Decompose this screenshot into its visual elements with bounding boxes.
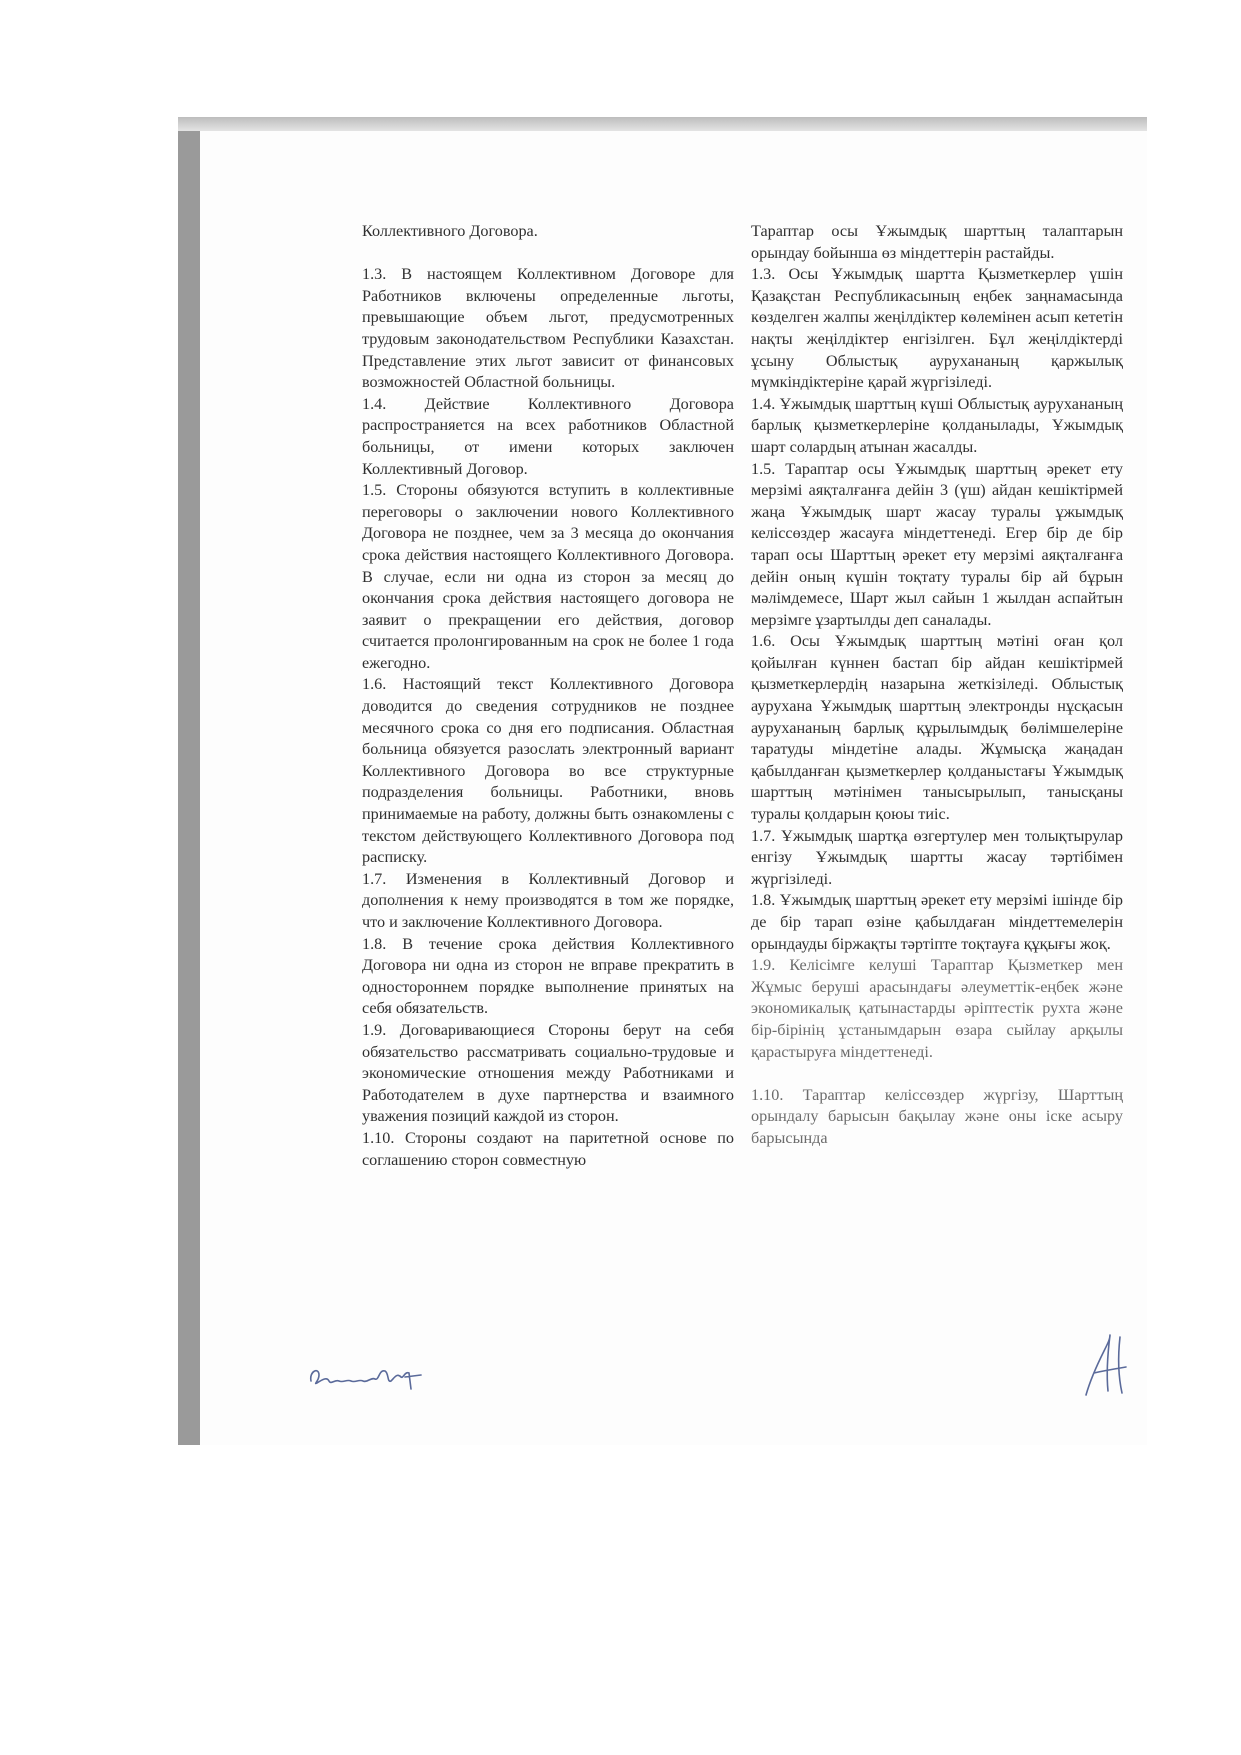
ru-clause-1-6: 1.6. Настоящий текст Коллективного Договора доводится до сведения сотрудников не позднее месячного срока со дня его подписания. Областная больница обязуется разослать электронный вариант Коллективного Договора во все структурные подразделения больницы. Работники, вновь принимаемые на работу, должны быть ознакомлены с текстом действующего Коллективного Договора под расписку.	[362, 675, 734, 867]
handwritten-signature-left	[305, 1359, 435, 1399]
paper-sheet	[200, 131, 1147, 1445]
kz-clause-1-4: 1.4. Ұжымдық шарттың күші Облыстық аурухананың барлық қызметкерлеріне қолданылады, Ұжымдық шарт солардың атынан жасалды.	[751, 394, 1123, 456]
kz-clause-1-8: 1.8. Ұжымдық шарттың әрекет ету мерзімі ішінде бір де бір тарап өзіне қабылдаған міндеттемелерін орындауды біржақты тәртіпте тоқтауға құқығы жоқ.	[751, 891, 1123, 953]
kazakh-column	[751, 221, 1123, 1150]
kz-clause-1-3: 1.3. Осы Ұжымдық шартта Қызметкерлер үшін Қазақстан Республикасының еңбек заңнамасында көзделген жалпы жеңілдіктер көлемінен асып кететін нақты жеңілдіктер енгізілген. Бұл жеңілдіктерді ұсыну Облыстық аурухананың қаржылық мүмкіндіктеріне қарай жүргізіледі.	[751, 265, 1123, 392]
ru-clause-1-7: 1.7. Изменения в Коллективный Договор и дополнения к нему производятся в том же порядке, что и заключение Коллективного Договора.	[362, 869, 734, 931]
ru-clause-1-8: 1.8. В течение срока действия Коллективного Договора ни одна из сторон не вправе прекратить в одностороннем порядке выполнение принятых на себя обязательств.	[362, 934, 734, 1018]
ru-clause-1-9: 1.9. Договаривающиеся Стороны берут на себя обязательство рассматривать социально-трудовые и экономические отношения между Работниками и Работодателем в духе партнерства и взаимного уважения позиций каждой из сторон.	[362, 1020, 734, 1126]
kz-clause-1-9: 1.9. Келісімге келуші Тараптар Қызметкер мен Жұмыс беруші арасындағы әлеуметтік-еңбек және экономикалық қатынастарды әріптестік рухта және бір-бірінің ұстанымдарын өзара сыйлау арқылы қарастыруға міндеттенеді.	[751, 956, 1123, 1061]
kz-clause-1-6: 1.6. Осы Ұжымдық шарттың мәтіні оған қол қойылған күннен бастап бір айдан кешіктірмей қызметкерлердің назарына жеткізіледі. Облыстық аурухана Ұжымдық шарттың электронды нұсқасын аурухананың барлық құрылымдық бөлімшелеріне таратуды міндетіне алады. Жұмысқа жаңадан қабылданған қызметкерлер қолданыстағы Ұжымдық шарттың мәтінімен танысырылып, танысқаны туралы қолдарын қоюы тиіс.	[751, 632, 1123, 824]
kz-clause-1-5: 1.5. Тараптар осы Ұжымдық шарттың әрекет ету мерзімі аяқталғанға дейін 3 (үш) айдан кешіктірмей жаңа Ұжымдық шарт жасау туралы ұжымдық келіссөздер жасауға міндеттенеді. Егер бір де бір тарап осы Шарттың әрекет ету мерзімі аяқталғанға дейін оның күшін тоқтату туралы бір ай бұрын мәлімдемесе, Шарт жыл сайын 1 жылдан аспайтын мерзімге ұзартылды деп саналады.	[751, 459, 1123, 629]
ru-clause-1-5: 1.5. Стороны обязуются вступить в коллективные переговоры о заключении нового Коллективного Договора не позднее, чем за 3 месяца до окончания срока действия настоящего Коллективного Договора. В случае, если ни одна из сторон за месяц до окончания срока действия настоящего договора не заявит о прекращении его действия, договор считается пролонгированным на срок не более 1 года ежегодно.	[362, 481, 734, 672]
handwritten-signature-right	[1080, 1331, 1140, 1401]
kz-intro: Тараптар осы Ұжымдық шарттың талаптарын орындау бойынша өз міндеттерін растайды.	[751, 222, 1123, 262]
left-heading: Коллективного Договора.	[362, 222, 538, 240]
kz-clause-1-10: 1.10. Тараптар келіссөздер жүргізу, Шарттың орындалу барысын бақылау және оны іске асыру барысында	[751, 1085, 1123, 1147]
russian-column	[362, 221, 734, 1171]
ru-clause-1-10: 1.10. Стороны создают на паритетной основе по соглашению сторон совместную	[362, 1128, 734, 1169]
scan-shadow	[178, 117, 1147, 131]
kz-clause-1-7: 1.7. Ұжымдық шартқа өзгертулер мен толықтырулар енгізу Ұжымдық шартты жасау тәртібімен жүргізіледі.	[751, 826, 1123, 888]
ru-clause-1-4: 1.4. Действие Коллективного Договора распространяется на всех работников Областной больницы, от имени которых заключен Коллективный Договор.	[362, 394, 734, 478]
ru-clause-1-3: 1.3. В настоящем Коллективном Договоре для Работников включены определенные льготы, превышающие объем льгот, предусмотренных трудовым законодательством Республики Казахстан. Представление этих льгот зависит от финансовых возможностей Областной больницы.	[362, 265, 734, 392]
paper-frame	[178, 117, 1147, 1445]
